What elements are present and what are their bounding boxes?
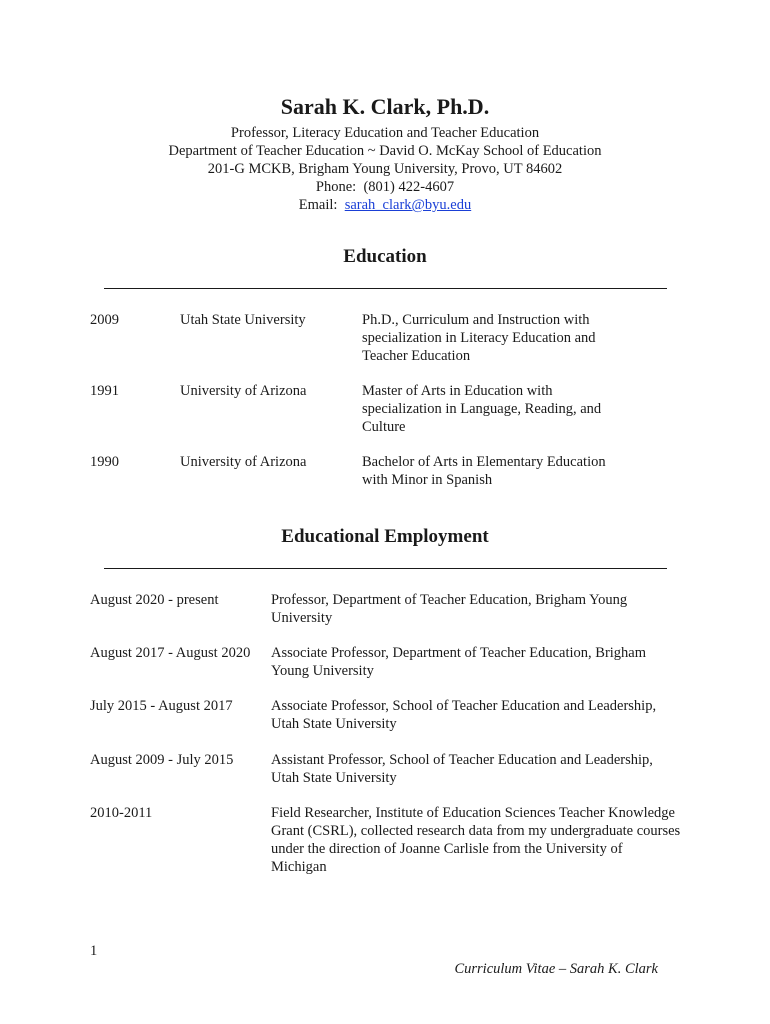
phone-line (0, 178, 770, 196)
employment-dates: August 2017 - August 2020 (90, 645, 251, 661)
employment-description: Associate Professor, Department of Teacher Education, Brigham Young University (271, 645, 647, 679)
employment-divider (104, 568, 667, 569)
department-line: Department of Teacher Education ~ David O. McKay School of Education (168, 143, 602, 159)
person-name: Sarah K. Clark, Ph.D. (280, 94, 490, 119)
employment-dates: July 2015 - August 2017 (90, 698, 233, 714)
employment-description: Assistant Professor, School of Teacher Education and Leadership, Utah State University (271, 752, 653, 786)
email-label: Email: (298, 197, 338, 213)
phone-number: (801) 422-4607 (363, 179, 455, 195)
employment-dates: August 2020 - present (90, 592, 219, 608)
employment-description: Field Researcher, Institute of Education Sciences Teacher Knowledge Grant (CSRL), collected research data from my undergraduate courses under the direction of Joanne Carlisle from the University of Michigan (271, 805, 681, 875)
education-degree: Ph.D., Curriculum and Instruction with specialization in Literacy Education and Teacher Education (362, 312, 596, 364)
address-line: 201-G MCKB, Brigham Young University, Provo, UT 84602 (207, 161, 563, 177)
employment-heading: Educational Employment (281, 526, 489, 547)
email-line (0, 196, 770, 214)
education-year: 1991 (90, 383, 119, 399)
education-year: 2009 (90, 312, 119, 328)
cv-header (0, 92, 770, 214)
employment-dates: 2010-2011 (90, 805, 153, 821)
email-link[interactable]: sarah_clark@byu.edu (344, 197, 472, 213)
education-heading: Education (343, 246, 427, 267)
job-title: Professor, Literacy Education and Teacher Education (230, 125, 540, 141)
phone-label: Phone: (315, 179, 357, 195)
employment-description: Professor, Department of Teacher Education, Brigham Young University (271, 592, 628, 626)
education-divider (104, 288, 667, 289)
education-degree: Master of Arts in Education with specialization in Language, Reading, and Culture (362, 383, 602, 435)
page-number: 1 (90, 943, 98, 959)
education-year: 1990 (90, 454, 119, 470)
education-degree: Bachelor of Arts in Elementary Education with Minor in Spanish (362, 454, 606, 488)
employment-dates: August 2009 - July 2015 (90, 752, 234, 768)
running-footer: Curriculum Vitae – Sarah K. Clark (454, 961, 658, 977)
education-school: Utah State University (180, 312, 306, 328)
education-school: University of Arizona (180, 383, 307, 399)
education-school: University of Arizona (180, 454, 307, 470)
employment-description: Associate Professor, School of Teacher Education and Leadership, Utah State University (271, 698, 657, 732)
